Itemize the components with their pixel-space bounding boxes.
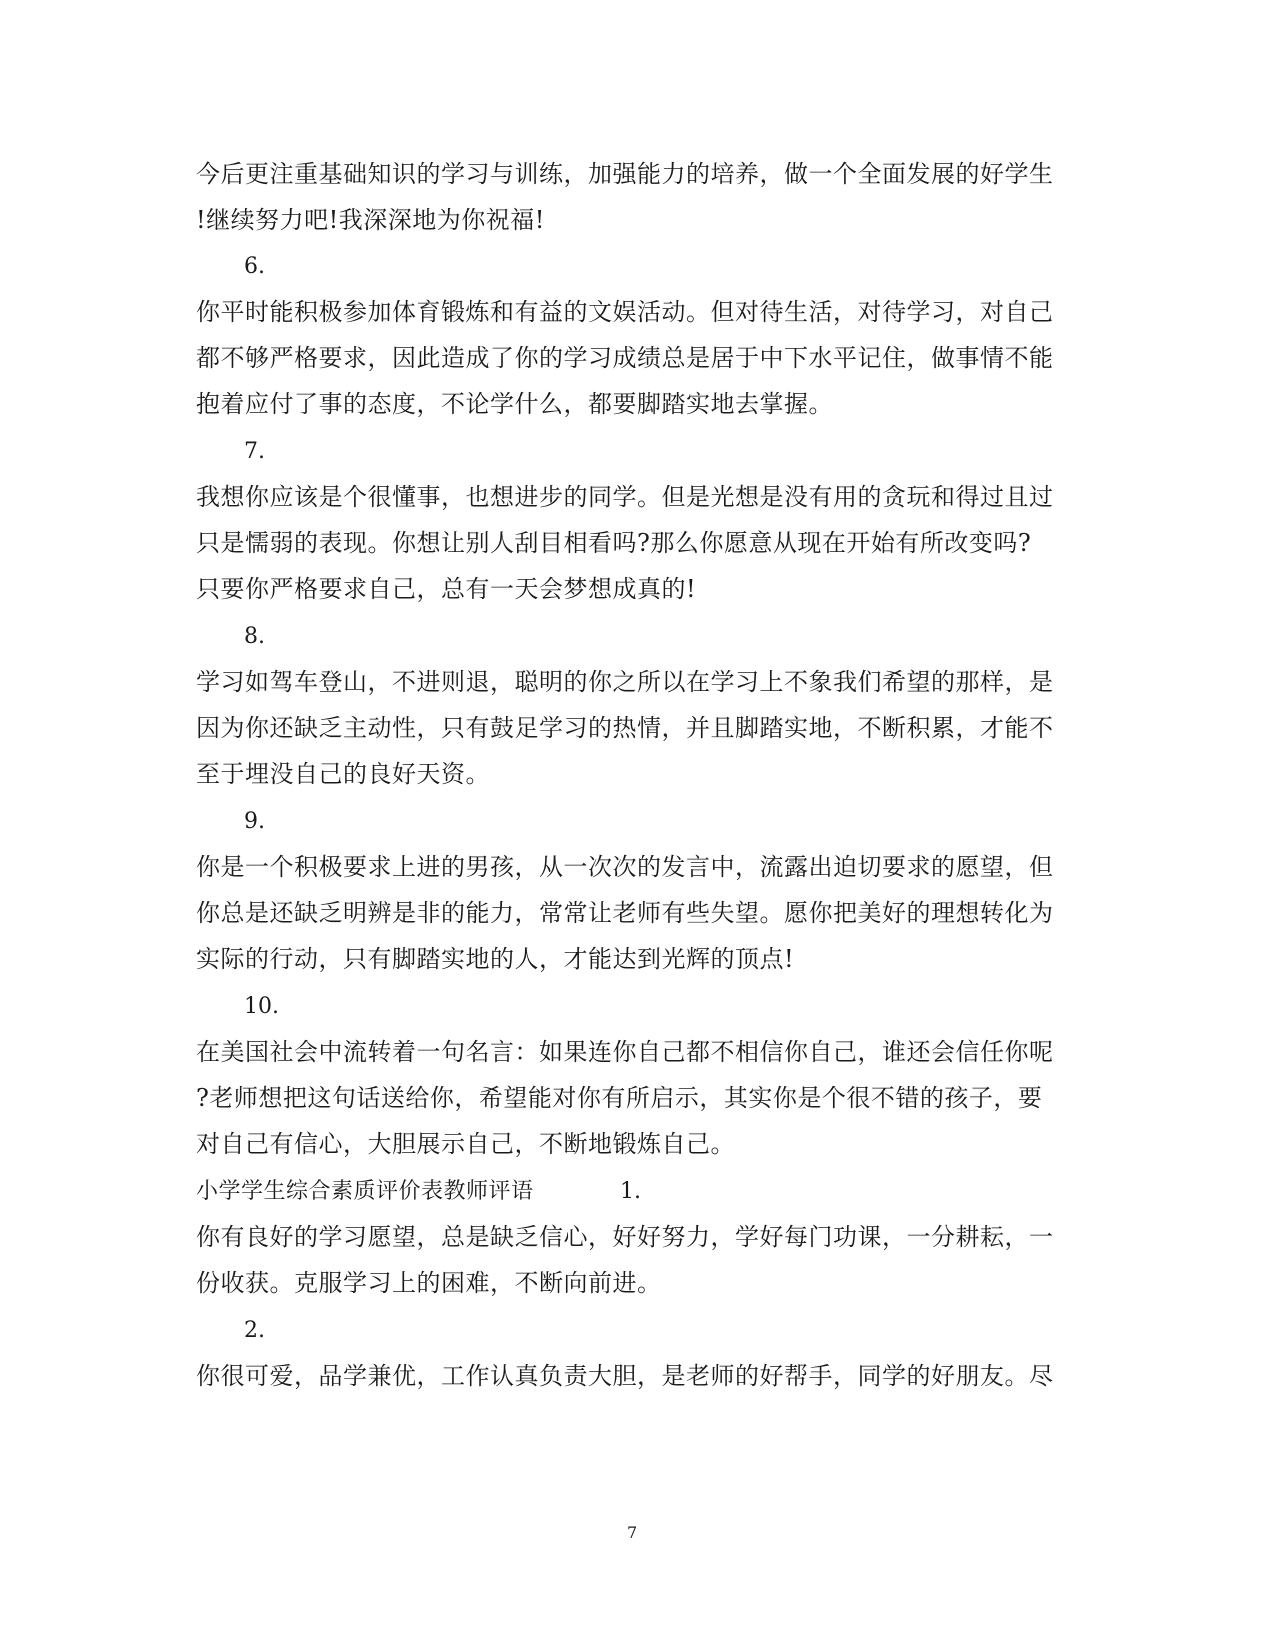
item-number: 10. xyxy=(244,994,279,1019)
item-number: 2. xyxy=(244,1318,265,1343)
text-line: 你有良好的学习愿望，总是缺乏信心，好好努力，学好每门功课，一分耕耘，一 xyxy=(196,1223,1054,1251)
text-line: 都不够严格要求，因此造成了你的学习成绩总是居于中下水平记住，做事情不能 xyxy=(196,344,1054,372)
item-number: 1. xyxy=(620,1179,641,1204)
text-line: 只是懦弱的表现。你想让别人刮目相看吗?那么你愿意从现在开始有所改变吗? xyxy=(196,529,1032,557)
text-line: 在美国社会中流转着一句名言：如果连你自己都不相信你自己，谁还会信任你呢 xyxy=(196,1038,1054,1066)
item-number: 9. xyxy=(244,809,265,834)
text-line: 对自己有信心，大胆展示自己，不断地锻炼自己。 xyxy=(196,1130,735,1158)
text-line: 我想你应该是个很懂事，也想进步的同学。但是光想是没有用的贪玩和得过且过 xyxy=(196,483,1054,511)
text-line: 抱着应付了事的态度，不论学什么，都要脚踏实地去掌握。 xyxy=(196,390,833,418)
text-line: ?老师想把这句话送给你，希望能对你有所启示，其实你是个很不错的孩子，要 xyxy=(196,1084,1043,1112)
text-line: 至于埋没自己的良好天资。 xyxy=(196,760,490,788)
text-line: 今后更注重基础知识的学习与训练，加强能力的培养，做一个全面发展的好学生 xyxy=(196,160,1054,188)
page-number: 7 xyxy=(627,1523,638,1542)
text-line: 你总是还缺乏明辨是非的能力，常常让老师有些失望。愿你把美好的理想转化为 xyxy=(196,899,1054,927)
text-line: 份收获。克服学习上的困难，不断向前进。 xyxy=(196,1269,662,1297)
text-line: 因为你还缺乏主动性，只有鼓足学习的热情，并且脚踏实地，不断积累，才能不 xyxy=(196,714,1054,742)
text-line: 学习如驾车登山，不进则退，聪明的你之所以在学习上不象我们希望的那样，是 xyxy=(196,668,1054,696)
text-line: !继续努力吧!我深深地为你祝福! xyxy=(196,206,545,234)
item-number: 6. xyxy=(244,254,265,279)
item-number: 7. xyxy=(244,439,265,464)
text-line: 你是一个积极要求上进的男孩，从一次次的发言中，流露出迫切要求的愿望，但 xyxy=(196,853,1054,881)
text-line: 你很可爱，品学兼优，工作认真负责大胆，是老师的好帮手，同学的好朋友。尽 xyxy=(196,1362,1054,1390)
section-title: 小学学生综合素质评价表教师评语 xyxy=(196,1179,534,1204)
item-number: 8. xyxy=(244,624,265,649)
text-line: 只要你严格要求自己，总有一天会梦想成真的! xyxy=(196,575,697,603)
text-line: 实际的行动，只有脚踏实地的人，才能达到光辉的顶点! xyxy=(196,945,795,973)
text-line: 你平时能积极参加体育锻炼和有益的文娱活动。但对待生活，对待学习，对自己 xyxy=(196,298,1054,326)
